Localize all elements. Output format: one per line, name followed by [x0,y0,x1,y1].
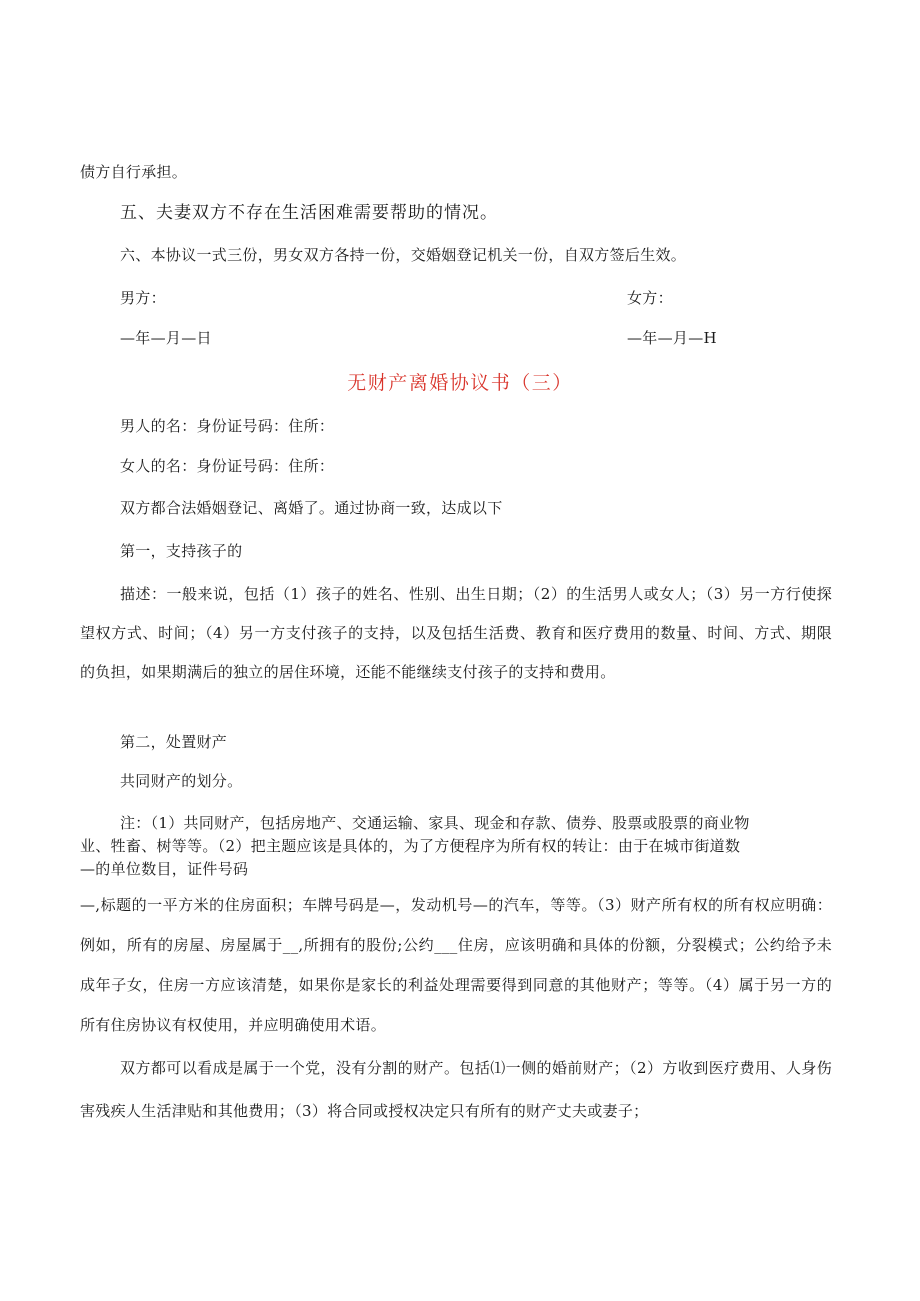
agreement-intro: 双方都合法婚姻登记、离婚了。通过协商一致，达成以下 [120,499,503,517]
debt-line: 债方自行承担。 [80,163,188,181]
child-support-description: 描述：一般来说，包括（1）孩子的姓名、性别、出生日期；（2）的生活男人或女人；（3）另一方行使探望权方式、时间；（4）另一方支付孩子的支持，以及包括生活费、教育和医疗费用的数量、时间、方式、期限的负担，如果期满后的独立的居住环境，还能不能继续支付孩子的支持和费用。 [80,585,832,681]
note-line-1: 注：（1）共同财产，包括房地产、交通运输、家具、现金和存款、债券、股票或股票的商业物 [120,814,750,832]
separate-property-paragraph: 双方都可以看成是属于一个党，没有分割的财产。包括⑴一侧的婚前财产；（2）方收到医疗费用、人身伤害残疾人生活津贴和其他费用；（3）将合同或授权决定只有所有的财产丈夫或妻子； [80,1059,832,1120]
section-one-heading: 第一，支持孩子的 [120,542,243,560]
male-date: —年—月—日 [120,329,212,347]
male-signature-label: 男方： [120,289,166,307]
section-two-heading: 第二，处置财产 [120,733,228,751]
clause-five: 五、夫妻双方不存在生活困难需要帮助的情况。 [120,203,498,223]
document-title: 无财产离婚协议书（三） [347,372,573,394]
property-ownership-paragraph: —,标题的一平方米的住房面积；车牌号码是—，发动机号—的汽车，等等。（3）财产所有权的所有权应明确：例如，所有的房屋、房屋属于__,所拥有的股份;公约___住房，应该明确和具体的份额，分裂模式；公约给予未成年子女，住房一方应该清楚，如果你是家长的利益处理需要得到同意的其他财产；等等。（4）属于另一方的所有住房协议有权使用，并应明确使用术语。 [80,896,832,1034]
note-line-2: 业、牲畜、树等等。（2）把主题应该是具体的，为了方便程序为所有权的转让：由于在城市街道数 [80,837,741,855]
female-signature-label: 女方： [627,289,673,307]
note-line-3: —的单位数目，证件号码 [80,860,249,878]
clause-six: 六、本协议一式三份，男女双方各持一份，交婚姻登记机关一份，自双方签后生效。 [120,246,687,264]
male-info-field: 男人的名：身份证号码：住所： [120,417,335,435]
female-date: —年—月—H [627,329,717,347]
female-info-field: 女人的名：身份证号码：住所： [120,457,335,475]
property-division-line: 共同财产的划分。 [120,772,243,790]
